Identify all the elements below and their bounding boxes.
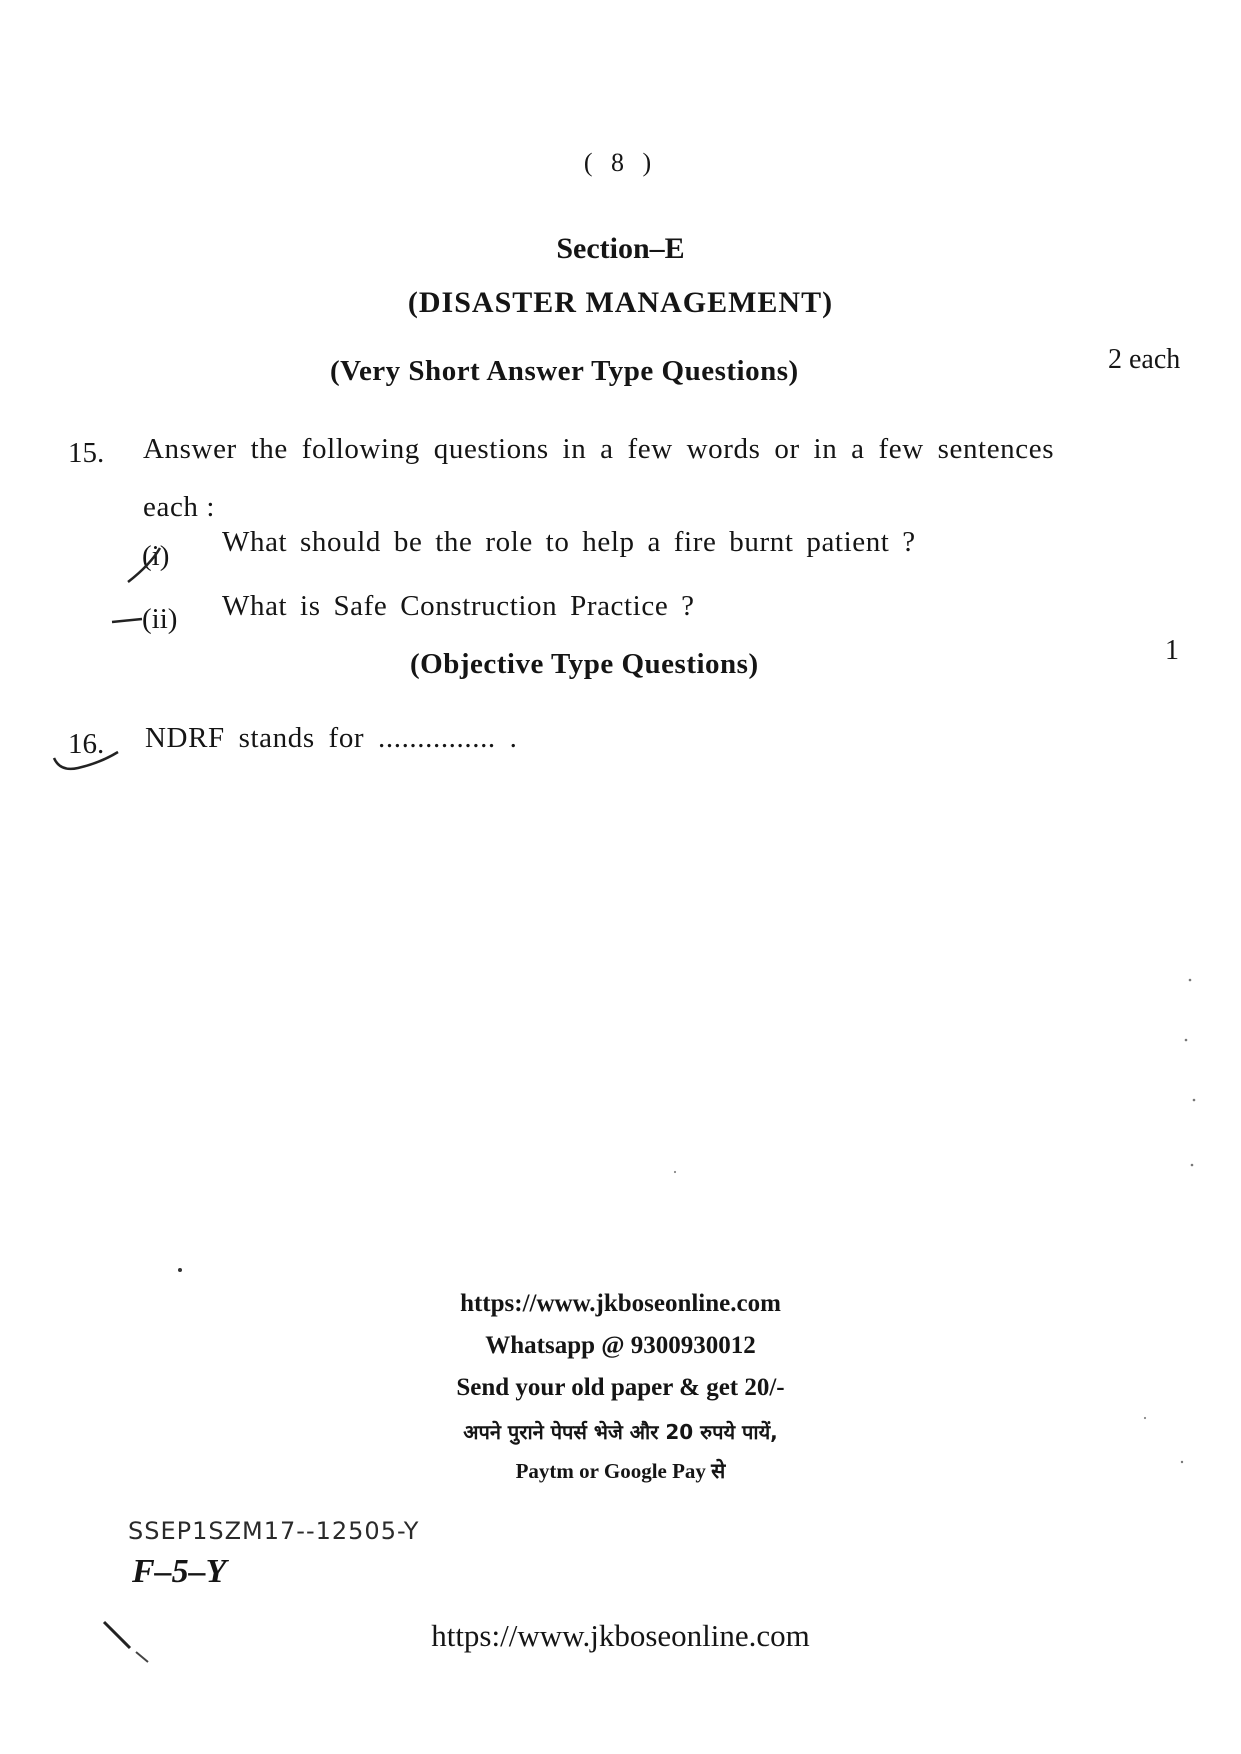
promo-hindi-line: अपने पुराने पेपर्स भेजे और 20 रुपये पायें,	[463, 1420, 778, 1444]
very-short-answer-marks: 2 each	[1108, 344, 1181, 375]
scan-dot	[1189, 979, 1192, 982]
sub-question-text: What is Safe Construction Practice ?	[222, 590, 695, 622]
section-title: Section–E	[556, 232, 685, 265]
paper-code: SSEP1SZM17--12505-Y	[128, 1517, 420, 1545]
paper-set: F–5–Y	[132, 1553, 227, 1590]
objective-questions-heading: (Objective Type Questions)	[410, 648, 759, 680]
scan-dot	[1191, 1164, 1194, 1167]
question-15-number: 15.	[68, 437, 105, 469]
sub-question-label: (i)	[142, 540, 170, 572]
scan-dot	[178, 1268, 182, 1272]
sub-question-label: (ii)	[142, 603, 178, 635]
arrow-mark-question-ii	[112, 619, 142, 622]
promo-send-line: Send your old paper & get 20/-	[456, 1374, 785, 1401]
question-15-line-1: Answer the following questions in a few words or in a few sentences	[143, 433, 1055, 465]
promo-whatsapp: Whatsapp @ 9300930012	[485, 1332, 756, 1359]
question-15-text	[143, 420, 1054, 536]
question-16-number: 16.	[68, 728, 105, 760]
promo-url[interactable]: https://www.jkboseonline.com	[460, 1290, 781, 1317]
page-number: ( 8 )	[583, 148, 658, 177]
scan-dot	[1185, 1039, 1188, 1042]
sub-question-text: What should be the role to help a fire burnt patient ?	[222, 526, 916, 558]
question-15-line-2: each :	[143, 491, 216, 523]
subject-title: (DISASTER MANAGEMENT)	[407, 286, 834, 319]
scan-dot	[1193, 1099, 1196, 1102]
objective-questions-marks: 1	[1165, 635, 1179, 666]
very-short-answer-heading: (Very Short Answer Type Questions)	[330, 355, 799, 387]
promo-paytm-line: Paytm or Google Pay से	[515, 1459, 726, 1483]
question-16-text: NDRF stands for ............... .	[145, 722, 518, 754]
footer-url[interactable]: https://www.jkboseonline.com	[431, 1618, 810, 1653]
scan-dot	[674, 1171, 676, 1173]
